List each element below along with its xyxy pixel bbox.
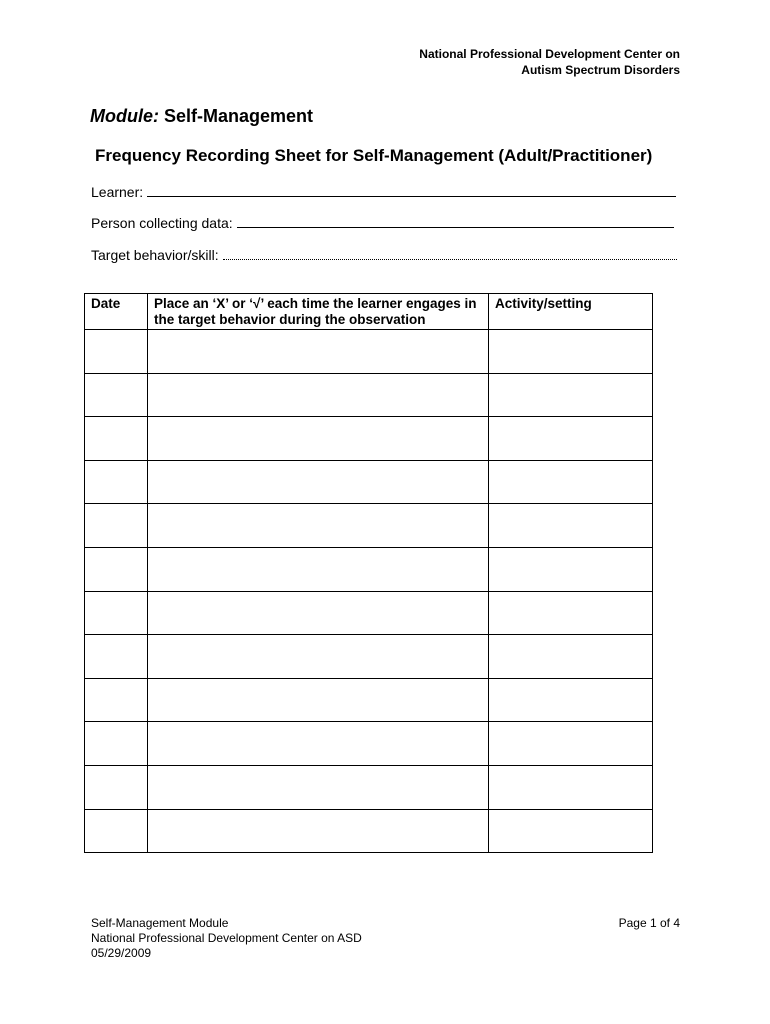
module-name: Self-Management <box>164 106 314 126</box>
org-line-2: Autism Spectrum Disorders <box>521 63 680 77</box>
date-cell[interactable] <box>85 809 148 853</box>
mark-cell[interactable] <box>148 417 489 461</box>
module-title <box>90 106 313 127</box>
activity-cell[interactable] <box>489 373 653 417</box>
activity-cell[interactable] <box>489 330 653 374</box>
mark-cell[interactable] <box>148 373 489 417</box>
target-behavior-input-line[interactable] <box>223 245 677 260</box>
header-activity: Activity/setting <box>489 294 653 330</box>
module-prefix: Module: <box>90 106 159 126</box>
activity-cell[interactable] <box>489 504 653 548</box>
page-number: Page 1 of 4 <box>618 916 680 930</box>
date-cell[interactable] <box>85 460 148 504</box>
activity-cell[interactable] <box>489 765 653 809</box>
table-row <box>85 547 653 591</box>
footer-module: Self-Management Module <box>91 916 229 930</box>
activity-cell[interactable] <box>489 635 653 679</box>
header-date: Date <box>85 294 148 330</box>
table-row <box>85 373 653 417</box>
mark-cell[interactable] <box>148 547 489 591</box>
date-cell[interactable] <box>85 373 148 417</box>
person-collecting-label: Person collecting data: <box>91 215 233 231</box>
table-row <box>85 460 653 504</box>
date-cell[interactable] <box>85 678 148 722</box>
footer-info <box>91 916 362 961</box>
learner-input-line[interactable] <box>147 182 676 197</box>
date-cell[interactable] <box>85 330 148 374</box>
date-cell[interactable] <box>85 635 148 679</box>
activity-cell[interactable] <box>489 722 653 766</box>
target-behavior-label: Target behavior/skill: <box>91 247 219 263</box>
sheet-title: Frequency Recording Sheet for Self-Management (Adult/Practitioner) <box>95 146 653 165</box>
person-collecting-input-line[interactable] <box>237 213 674 228</box>
table-row <box>85 635 653 679</box>
activity-cell[interactable] <box>489 460 653 504</box>
mark-cell[interactable] <box>148 635 489 679</box>
table-header-row <box>85 294 653 330</box>
organization-header <box>419 46 680 78</box>
table-row <box>85 591 653 635</box>
activity-cell[interactable] <box>489 809 653 853</box>
footer-org: National Professional Development Center on ASD <box>91 931 362 945</box>
mark-cell[interactable] <box>148 678 489 722</box>
org-line-1: National Professional Development Center on <box>419 47 680 61</box>
footer-date: 05/29/2009 <box>91 946 152 960</box>
table-row <box>85 722 653 766</box>
table-row <box>85 765 653 809</box>
table-row <box>85 504 653 548</box>
date-cell[interactable] <box>85 765 148 809</box>
activity-cell[interactable] <box>489 547 653 591</box>
mark-cell[interactable] <box>148 722 489 766</box>
learner-field <box>91 182 676 200</box>
mark-cell[interactable] <box>148 330 489 374</box>
person-collecting-field <box>91 213 674 231</box>
learner-label: Learner: <box>91 184 144 200</box>
table-row <box>85 809 653 853</box>
table-body <box>85 330 653 853</box>
activity-cell[interactable] <box>489 591 653 635</box>
target-behavior-field <box>91 245 677 263</box>
date-cell[interactable] <box>85 547 148 591</box>
date-cell[interactable] <box>85 504 148 548</box>
frequency-table <box>84 293 653 853</box>
activity-cell[interactable] <box>489 678 653 722</box>
activity-cell[interactable] <box>489 417 653 461</box>
mark-cell[interactable] <box>148 809 489 853</box>
mark-cell[interactable] <box>148 504 489 548</box>
mark-cell[interactable] <box>148 460 489 504</box>
mark-cell[interactable] <box>148 591 489 635</box>
table-row <box>85 417 653 461</box>
date-cell[interactable] <box>85 722 148 766</box>
date-cell[interactable] <box>85 417 148 461</box>
table-row <box>85 678 653 722</box>
mark-cell[interactable] <box>148 765 489 809</box>
table-row <box>85 330 653 374</box>
header-mark: Place an ‘X’ or ‘√’ each time the learner engages in the target behavior during the observation <box>148 294 489 330</box>
date-cell[interactable] <box>85 591 148 635</box>
